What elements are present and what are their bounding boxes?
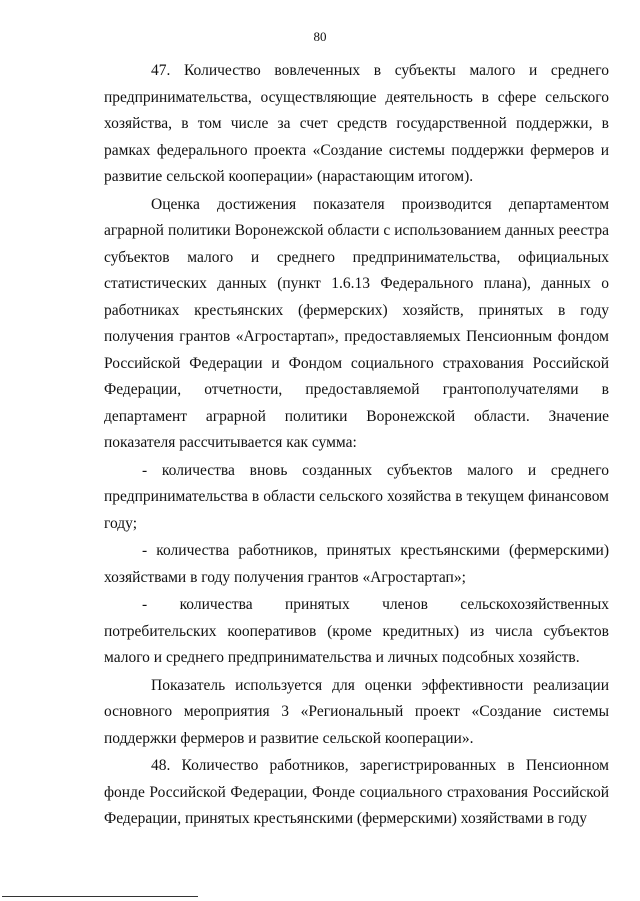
list-item-new-entities: - количества вновь созданных субъектов малого и среднего предпринимательства в области сельского хозяйства в текущем финансовом году; xyxy=(104,461,609,532)
paragraph-indicator-48-title: 48. Количество работников, зарегистрированных в Пенсионном фонде Российской Федерации, Фонде социального страхования Российской Федерации, принятых крестьянскими (фермерскими) хозяйствами в году xyxy=(104,757,609,827)
page-number: 80 xyxy=(313,29,327,44)
footnote-separator-line xyxy=(2,896,198,897)
paragraph-assessment-method: Оценка достижения показателя производится департаментом аграрной политики Воронежской области с использованием данных реестра субъектов малого и среднего предпринимательства, официальных статистических данных (пункт 1.6.13 Федерального плана), данных о работниках крестьянских (фермерских) хозяйств, принятых в году получения грантов «Агростартап», предоставляемых Пенсионным фондом Российской Федерации и Фондом социального страхования Российской Федерации, отчетности, предоставляемой грантополучателями в департамент аграрной политики Воронежской области. Значение показателя рассчитывается как сумма: xyxy=(104,195,609,451)
list-item-cooperative-members: - количества принятых членов сельскохозяйственных потребительских кооперативов (кроме кредитных) из числа субъектов малого и среднего предпринимательства и личных подсобных хозяйств. xyxy=(104,596,609,666)
document-body xyxy=(104,58,609,833)
paragraph-indicator-47-title: 47. Количество вовлеченных в субъекты малого и среднего предпринимательства, осуществляющие деятельность в сфере сельского хозяйства, в том числе за счет средств государственной поддержки, в рамках федерального проекта «Создание системы поддержки фермеров и развитие сельской кооперации» (нарастающим итогом). xyxy=(104,62,609,185)
list-item-hired-workers: - количества работников, принятых крестьянскими (фермерскими) хозяйствами в году получения грантов «Агростартап»; xyxy=(104,542,609,586)
paragraph-indicator-usage: Показатель используется для оценки эффективности реализации основного мероприятия 3 «Региональный проект «Создание системы поддержки фермеров и развитие сельской кооперации». xyxy=(104,676,609,747)
